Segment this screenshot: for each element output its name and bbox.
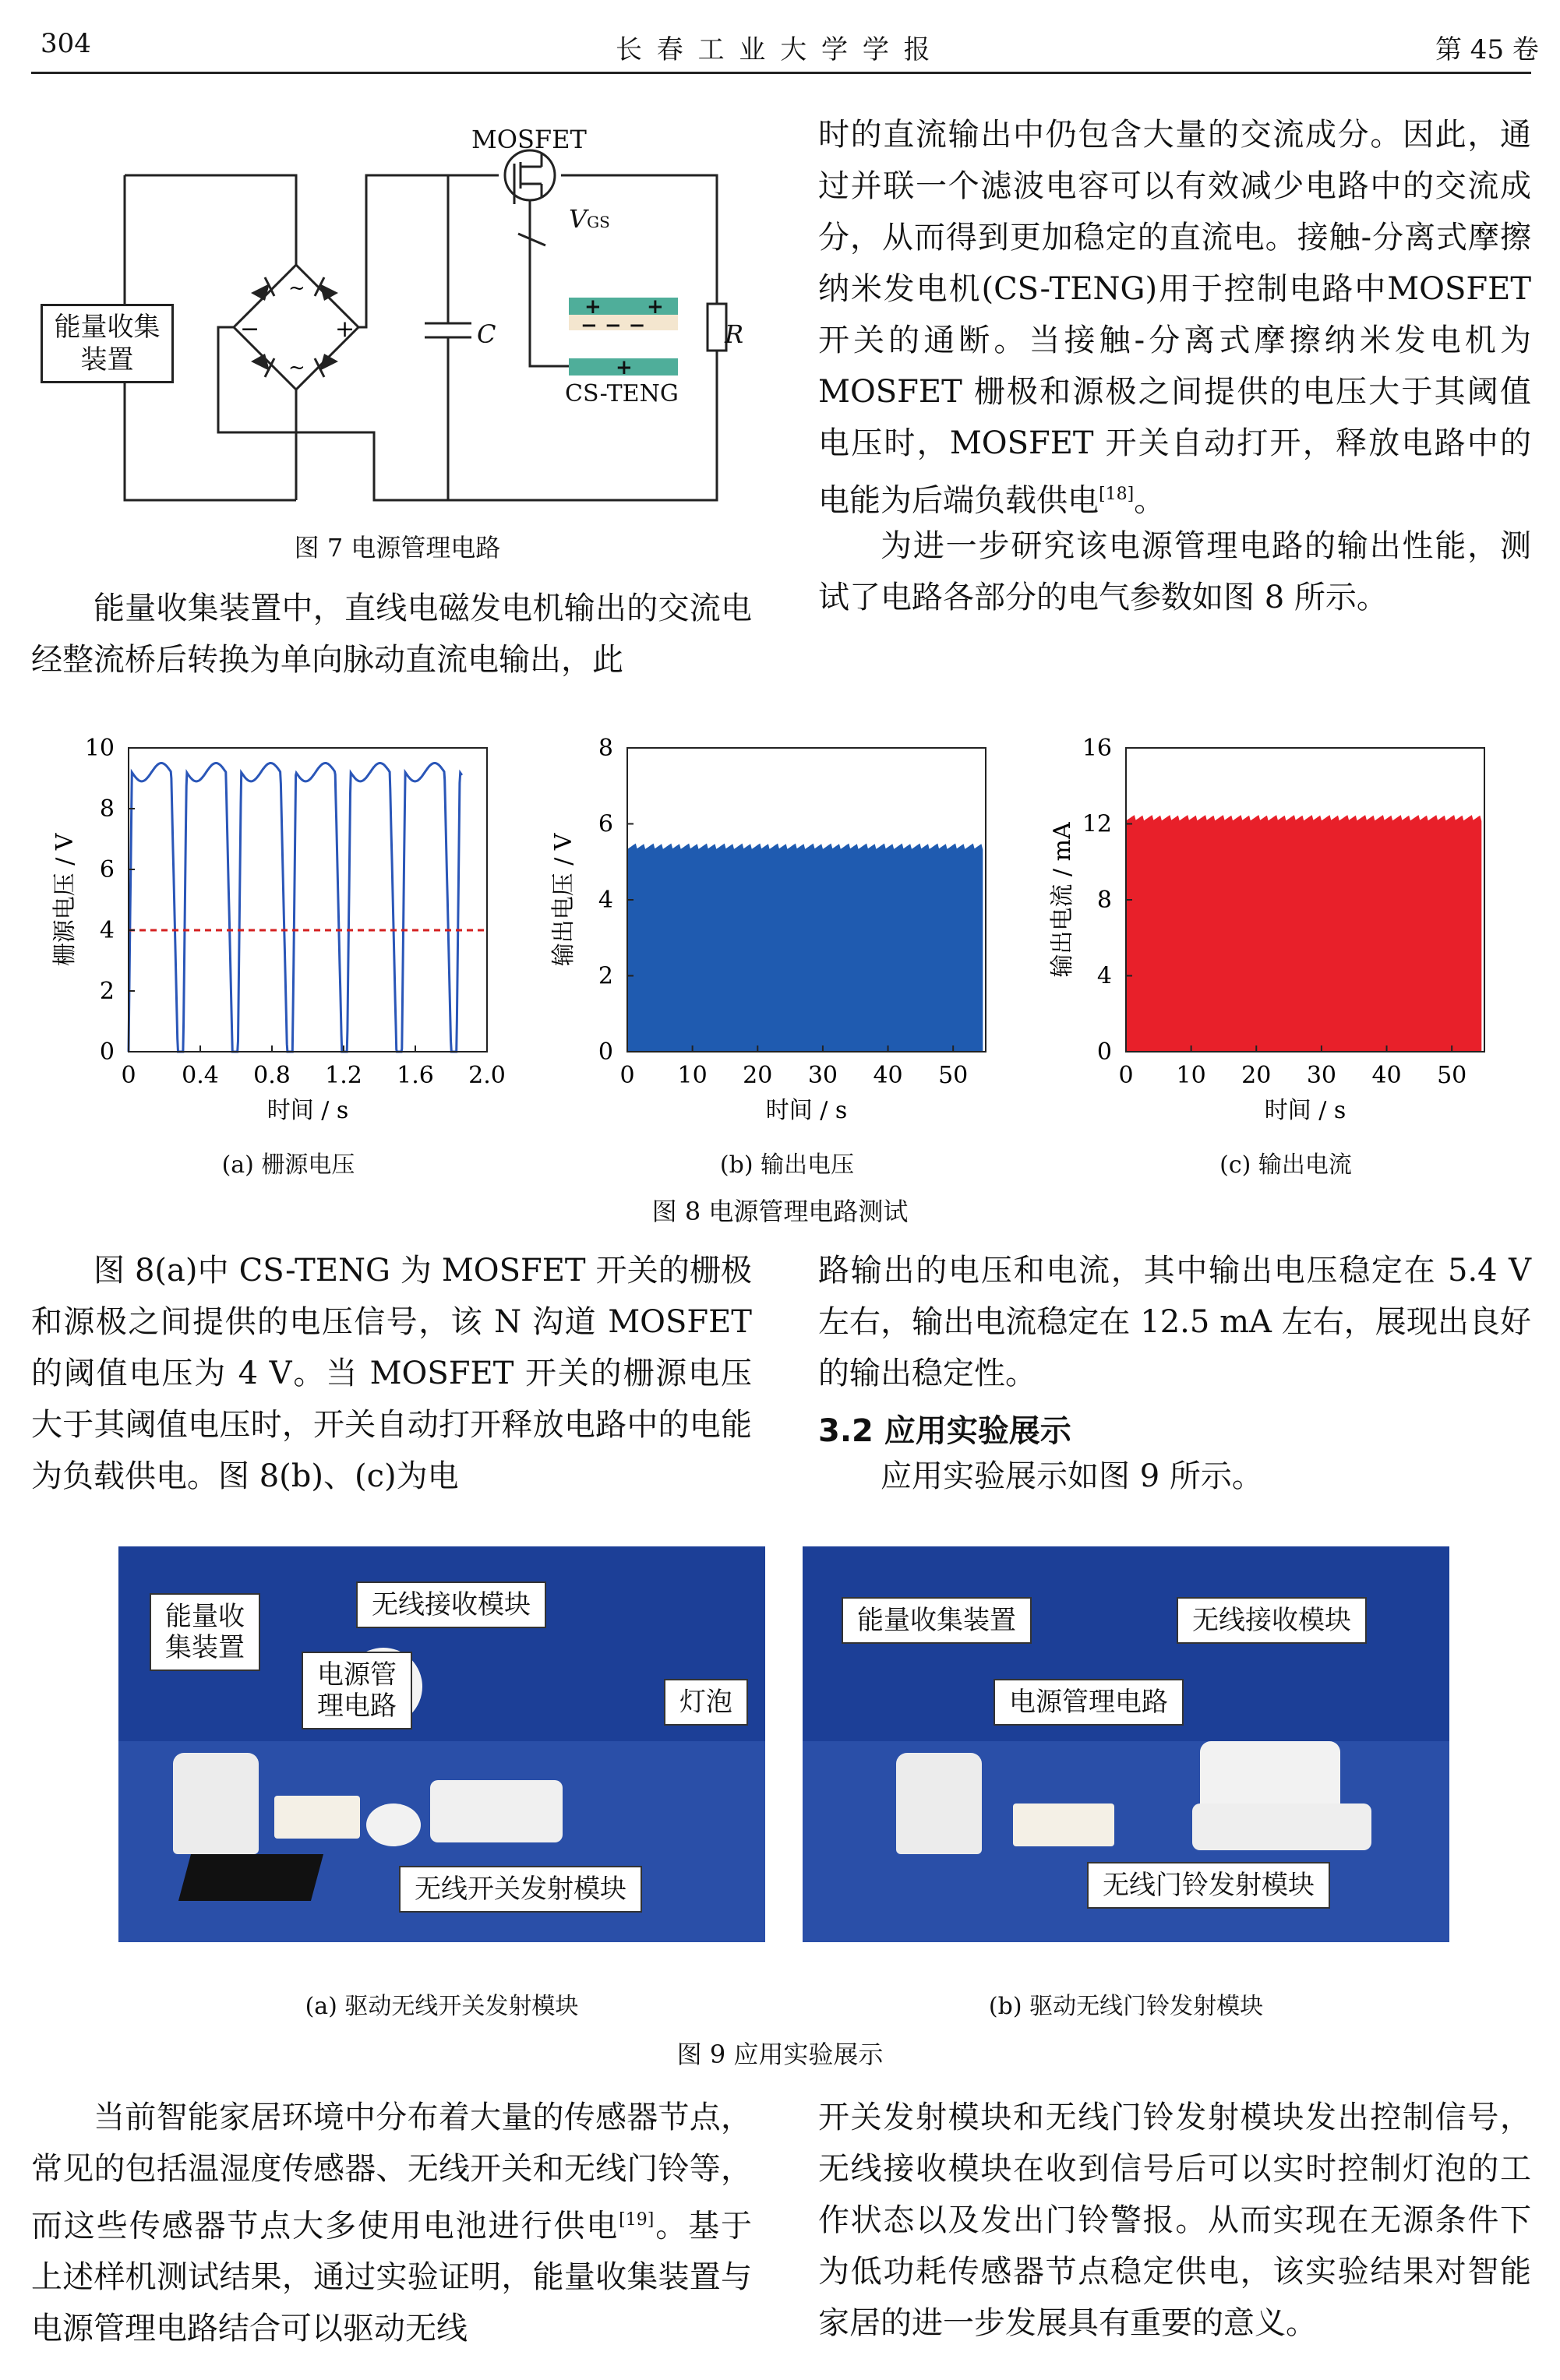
receiver-device bbox=[366, 1804, 421, 1846]
resistor-label: R bbox=[725, 319, 744, 349]
label-harvester: 能量收集装置 bbox=[842, 1597, 1032, 1644]
figure-7-caption: 图 7 电源管理电路 bbox=[294, 533, 501, 562]
right-paragraph-3: 路输出的电压和电流，其中输出电压稳定在 5.4 V 左右，输出电流稳定在 12.5 mA 左右，展现出良好的输出稳定性。 bbox=[818, 1253, 1531, 1391]
x-axis-label: 时间 / s bbox=[1264, 1097, 1346, 1124]
y-tick-label: 8 bbox=[598, 735, 613, 762]
x-tick-label: 30 bbox=[807, 1062, 838, 1089]
x-axis-label: 时间 / s bbox=[266, 1097, 349, 1124]
right-paragraph-2: 为进一步研究该电源管理电路的输出性能，测试了电路各部分的电气参数如图 8 所示。 bbox=[818, 528, 1531, 615]
right-paragraph-5: 开关发射模块和无线门铃发射模块发出控制信号，无线接收模块在收到信号后可以实时控制灯泡的工作状态以及发出门铃警报。从而实现在无源条件下为低功耗传感器节点稳定供电，该实验结果对智能家居的进一步发展具有重要的意义。 bbox=[818, 2100, 1531, 2341]
circuit-board bbox=[274, 1796, 360, 1839]
page-number: 304 bbox=[41, 28, 91, 59]
left-paragraph-1: 能量收集装置中，直线电磁发电机输出的交流电经整流桥后转换为单向脉动直流电输出，此 bbox=[31, 591, 752, 678]
fig9-subcaption-a: (a) 驱动无线开关发射模块 bbox=[305, 1993, 579, 2020]
right-paragraph-1: 时的直流输出中仍包含大量的交流成分。因此，通过并联一个滤波电容可以有效减少电路中的交流成分，从而得到更加稳定的直流电。接触-分离式摩擦纳米发电机(CS-TENG)用于控制电路中MOSFET 开关的通断。当接触-分离式摩擦纳米发电机为 MOSFET 栅极和源极之间提供的电压大于其阈值电压时，MOSFET 开关自动打开，释放电路中的电能为后端负载供电[18]。 bbox=[818, 117, 1531, 519]
x-tick-label: 40 bbox=[873, 1062, 903, 1089]
chart-gate-source-voltage bbox=[47, 732, 530, 1145]
label-power-circuit: 电源管 理电路 bbox=[302, 1652, 412, 1729]
svg-text:+: + bbox=[335, 316, 355, 343]
label-receiver: 无线接收模块 bbox=[356, 1581, 546, 1628]
y-tick-label: 0 bbox=[598, 1038, 613, 1066]
figure-8-caption: 图 8 电源管理电路测试 bbox=[651, 1197, 909, 1226]
y-tick-label: 6 bbox=[99, 856, 115, 883]
y-tick-label: 0 bbox=[99, 1038, 115, 1066]
y-tick-label: 4 bbox=[598, 887, 613, 914]
left-paragraph-2: 图 8(a)中 CS-TENG 为 MOSFET 开关的栅极和源极之间提供的电压信号，该 N 沟道 MOSFET 的阈值电压为 4 V。当 MOSFET 开关的栅源电压大于其阈值电压时，开关自动打开释放电路中的电能为负载供电。图 8(b)、(c)为电 bbox=[31, 1253, 752, 1494]
figure-9-caption: 图 9 应用实验展示 bbox=[676, 2040, 884, 2069]
x-tick-label: 20 bbox=[1241, 1062, 1272, 1089]
x-tick-label: 0 bbox=[1118, 1062, 1134, 1089]
left-paragraph-3: 当前智能家居环境中分布着大量的传感器节点，常见的包括温湿度传感器、无线开关和无线门铃等，而这些传感器节点大多使用电池进行供电[19]。基于上述样机测试结果，通过实验证明，能量收集装置与电源管理电路结合可以驱动无线 bbox=[31, 2100, 753, 2347]
svg-text:~: ~ bbox=[288, 277, 305, 300]
vgs-label: VGS bbox=[569, 204, 610, 234]
teng-label: CS-TENG bbox=[565, 380, 679, 407]
svg-text:+: + bbox=[584, 295, 602, 319]
x-tick-label: 0.4 bbox=[182, 1062, 219, 1089]
label-doorbell-transmitter: 无线门铃发射模块 bbox=[1087, 1862, 1330, 1909]
y-tick-label: 4 bbox=[1096, 962, 1112, 990]
x-tick-label: 10 bbox=[1176, 1062, 1206, 1089]
x-tick-label: 2.0 bbox=[468, 1062, 506, 1089]
x-tick-label: 40 bbox=[1371, 1062, 1402, 1089]
x-tick-label: 1.6 bbox=[397, 1062, 434, 1089]
svg-text:−: − bbox=[240, 316, 260, 343]
fig9-subcaption-b: (b) 驱动无线门铃发射模块 bbox=[988, 1993, 1264, 2020]
fig8-subcaption-c: (c) 输出电流 bbox=[1219, 1151, 1352, 1179]
y-tick-label: 0 bbox=[1096, 1038, 1112, 1066]
mosfet-label: MOSFET bbox=[471, 125, 587, 154]
label-bulb: 灯泡 bbox=[664, 1679, 748, 1726]
data-band bbox=[627, 844, 983, 1052]
x-tick-label: 0 bbox=[619, 1062, 635, 1089]
y-axis-label: 栅源电压 / V bbox=[51, 833, 79, 967]
y-tick-label: 8 bbox=[99, 795, 115, 823]
y-tick-label: 16 bbox=[1082, 735, 1112, 762]
label-harvester: 能量收 集装置 bbox=[150, 1593, 260, 1671]
label-power-circuit: 电源管理电路 bbox=[994, 1679, 1184, 1726]
y-axis-label: 输出电压 / V bbox=[550, 833, 577, 967]
volume: 第 45 卷 bbox=[1435, 34, 1539, 65]
harvester-device bbox=[896, 1753, 982, 1854]
fig8-subcaption-a: (a) 栅源电压 bbox=[221, 1151, 355, 1179]
power-strip bbox=[1192, 1804, 1371, 1850]
svg-text:+: + bbox=[616, 356, 633, 379]
x-tick-label: 0.8 bbox=[253, 1062, 291, 1089]
x-tick-label: 20 bbox=[743, 1062, 773, 1089]
svg-text:− − −: − − − bbox=[581, 314, 646, 337]
y-tick-label: 12 bbox=[1082, 810, 1112, 838]
label-receiver: 无线接收模块 bbox=[1177, 1597, 1367, 1644]
y-tick-label: 8 bbox=[1096, 887, 1112, 914]
y-tick-label: 4 bbox=[99, 917, 115, 944]
journal-title: 长 春 工 业 大 学 学 报 bbox=[616, 34, 934, 65]
chart-output-voltage bbox=[545, 732, 1029, 1145]
capacitor-label: C bbox=[477, 319, 496, 349]
harvester-device bbox=[173, 1753, 259, 1854]
gate-voltage-line bbox=[129, 763, 462, 1052]
y-tick-label: 10 bbox=[84, 735, 115, 762]
x-tick-label: 10 bbox=[677, 1062, 708, 1089]
svg-text:+: + bbox=[647, 295, 664, 319]
section-heading: 3.2 应用实验展示 bbox=[818, 1413, 1071, 1449]
data-band bbox=[1126, 816, 1481, 1052]
photo-doorbell-demo bbox=[803, 1546, 1449, 1942]
header-rule bbox=[31, 72, 1531, 74]
fig8-subcaption-b: (b) 输出电压 bbox=[719, 1151, 855, 1179]
harvest-box: 能量收集装置 bbox=[41, 304, 174, 383]
power-strip bbox=[430, 1780, 563, 1842]
x-tick-label: 30 bbox=[1306, 1062, 1337, 1089]
x-tick-label: 50 bbox=[938, 1062, 969, 1089]
label-switch-transmitter: 无线开关发射模块 bbox=[399, 1866, 642, 1913]
y-tick-label: 6 bbox=[598, 810, 613, 838]
x-axis-label: 时间 / s bbox=[765, 1097, 848, 1124]
y-tick-label: 2 bbox=[598, 962, 613, 990]
y-tick-label: 2 bbox=[99, 978, 115, 1005]
svg-text:~: ~ bbox=[288, 356, 305, 379]
plot-frame bbox=[129, 748, 487, 1052]
y-axis-label: 输出电流 / mA bbox=[1049, 822, 1076, 978]
x-tick-label: 0 bbox=[121, 1062, 136, 1089]
x-tick-label: 1.2 bbox=[325, 1062, 362, 1089]
chart-output-current bbox=[1044, 732, 1527, 1145]
switch-transmitter bbox=[178, 1854, 323, 1901]
right-paragraph-4: 应用实验展示如图 9 所示。 bbox=[881, 1458, 1263, 1494]
photo-switch-demo bbox=[118, 1546, 765, 1942]
circuit-board bbox=[1013, 1804, 1114, 1846]
x-tick-label: 50 bbox=[1437, 1062, 1467, 1089]
